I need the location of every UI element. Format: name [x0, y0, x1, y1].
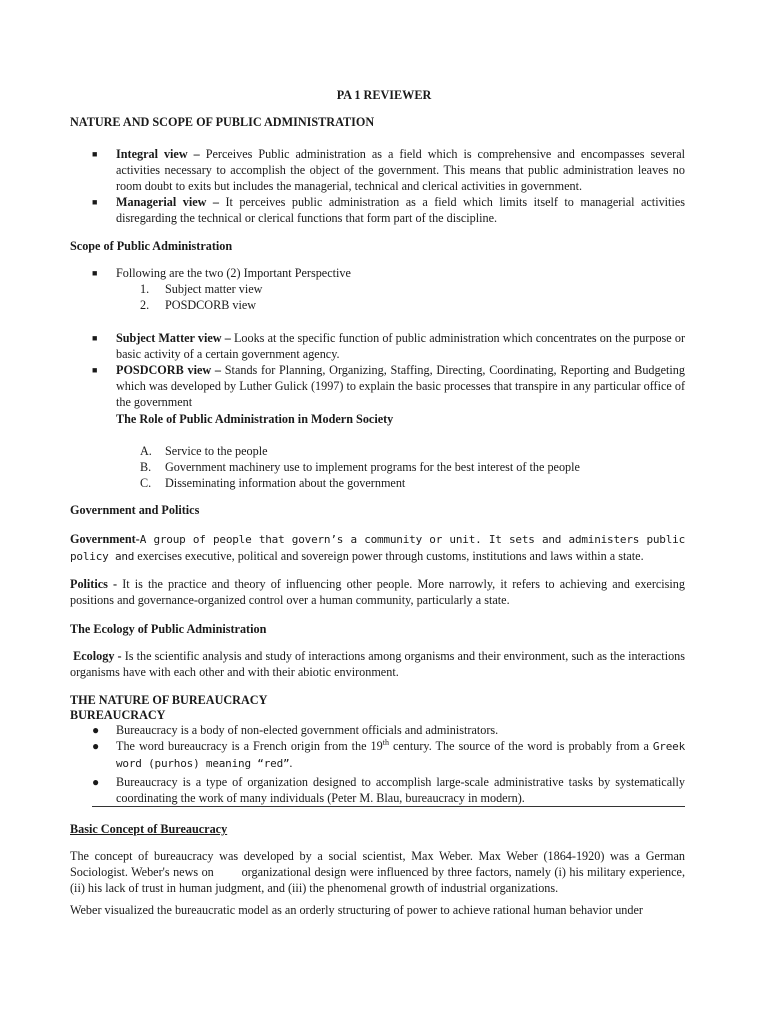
government-paragraph — [70, 531, 685, 565]
square-bullet-icon: ■ — [92, 197, 98, 207]
list-number: 1. — [140, 282, 150, 296]
list-item — [70, 194, 685, 226]
square-bullet-icon: ■ — [92, 149, 98, 159]
square-bullet-icon: ■ — [92, 268, 98, 278]
paragraph-text: It is the practice and theory of influencing other people. More narrowly, it refers to achieving and exercising positions and governance-organized control over a human community, particularly a state. — [70, 577, 685, 607]
paragraph-text: exercises executive, political and sovereign power through customs, institutions and laws within a state. — [137, 549, 644, 563]
page-title: PA 1 REVIEWER — [336, 88, 432, 102]
bullet-text: Stands for Planning, Organizing, Staffing, Directing, Coordinating, Reporting and Budgeting which was developed by Luther Gulick (1997) to explain the basic processes that transpire in any particular office of the government — [116, 363, 686, 409]
nature-views-list — [70, 146, 685, 226]
section-heading-basic-concept: Basic Concept of Bureaucracy — [70, 822, 228, 836]
list-item — [70, 146, 685, 194]
list-item — [70, 774, 685, 806]
list-item — [70, 475, 685, 491]
role-lettered-list — [70, 443, 685, 491]
politics-paragraph — [70, 576, 685, 608]
section-heading-scope: Scope of Public Administration — [70, 239, 233, 253]
bullet-text: century. The source of the word is probably from a — [388, 739, 649, 753]
bullet-term: POSDCORB view – — [116, 363, 222, 377]
bullet-text: Bureaucracy is a body of non-elected government officials and administrators. — [116, 723, 499, 737]
list-item — [70, 362, 685, 410]
basic-concept-paragraph: The concept of bureaucracy was developed by a social scientist, Max Weber. Max Weber (1864-1920) was a German Sociologist. Weber's news on organizational design were influenced by three factors, namely (i) his military experience, (ii) his lack of trust in human judgment, and (iii) the phenomenal growth of industrial organizations. — [70, 849, 689, 895]
definition-term: Politics - — [70, 577, 118, 591]
ecology-paragraph — [70, 648, 685, 680]
list-item — [70, 265, 685, 281]
bureaucracy-list — [70, 722, 685, 806]
bullet-text: Looks at the specific function of public administration which concentrates on the purpose or basic activity of a certain government agency. — [116, 331, 686, 361]
definition-term: Ecology - — [73, 649, 122, 663]
list-text: Service to the people — [165, 444, 268, 458]
superscript: th — [382, 737, 389, 747]
bullet-term: Managerial view – — [116, 195, 219, 209]
section-heading-bureaucracy: BUREAUCRACY — [70, 708, 166, 722]
list-letter: B. — [140, 460, 152, 474]
list-text: Subject matter view — [165, 282, 263, 296]
list-letter: C. — [140, 476, 152, 490]
list-text: Disseminating information about the government — [165, 476, 406, 490]
bullet-text: . — [289, 756, 293, 770]
round-bullet-icon: ● — [92, 739, 100, 753]
section-heading-nature-scope: NATURE AND SCOPE OF PUBLIC ADMINISTRATION — [70, 115, 375, 129]
paragraph-text: Is the scientific analysis and study of interactions among organisms and their environment, such as the interactions organisms have with each other and with their abiotic environment. — [70, 649, 686, 679]
bullet-text: Following are the two (2) Important Perspective — [116, 266, 351, 280]
list-item — [70, 330, 685, 362]
section-heading-bureaucracy-nature: THE NATURE OF BUREAUCRACY — [70, 693, 268, 707]
list-letter: A. — [140, 444, 152, 458]
bullet-term: Subject Matter view – — [116, 331, 231, 345]
list-number: 2. — [140, 298, 150, 312]
list-item — [70, 738, 685, 772]
bullet-term: Integral view – — [116, 147, 200, 161]
bullet-text: It perceives public administration as a field which limits itself to managerial activities disregarding the technical or clerical functions that form part of the discipline. — [116, 195, 685, 225]
section-heading-gov-politics: Government and Politics — [70, 503, 200, 517]
definition-term: Government- — [70, 532, 140, 546]
square-bullet-icon: ■ — [92, 365, 98, 375]
weber-paragraph: Weber visualized the bureaucratic model as an orderly structuring of power to achieve rational human behavior under — [70, 903, 643, 917]
list-item — [70, 281, 685, 297]
bullet-text: The word bureaucracy is a French origin from the 19 — [116, 739, 383, 753]
scope-intro-list — [70, 265, 685, 281]
bullet-text: Perceives Public administration as a field which is comprehensive and encompasses several activities necessary to accomplish the object of the government. This means that public administration leaves no room doubt to exits but includes the managerial, technical and clerical activities in government. — [116, 147, 685, 193]
list-text: POSDCORB view — [165, 298, 257, 312]
bullet-text: Bureaucracy is a type of organization designed to accomplish large-scale administrative tasks by systematically coordinating the work of many individuals (Peter M. Blau, bureaucracy in modern). — [116, 775, 685, 805]
horizontal-rule — [92, 806, 685, 807]
handwritten-text: Greek word (purhos) meaning “red” — [116, 740, 685, 770]
perspective-numbered-list — [70, 281, 685, 313]
list-item — [70, 297, 685, 313]
round-bullet-icon: ● — [92, 723, 100, 737]
section-heading-ecology: The Ecology of Public Administration — [70, 622, 267, 636]
handwritten-text: A group of people that govern’s a community or unit. It sets and administers public policy and — [70, 533, 685, 563]
subheading-role: The Role of Public Administration in Modern Society — [116, 412, 394, 426]
round-bullet-icon: ● — [92, 775, 100, 789]
square-bullet-icon: ■ — [92, 333, 98, 343]
list-item — [70, 722, 685, 738]
list-text: Government machinery use to implement programs for the best interest of the people — [165, 460, 580, 474]
list-item — [70, 459, 685, 475]
perspective-definitions-list — [70, 330, 685, 410]
list-item — [70, 443, 685, 459]
